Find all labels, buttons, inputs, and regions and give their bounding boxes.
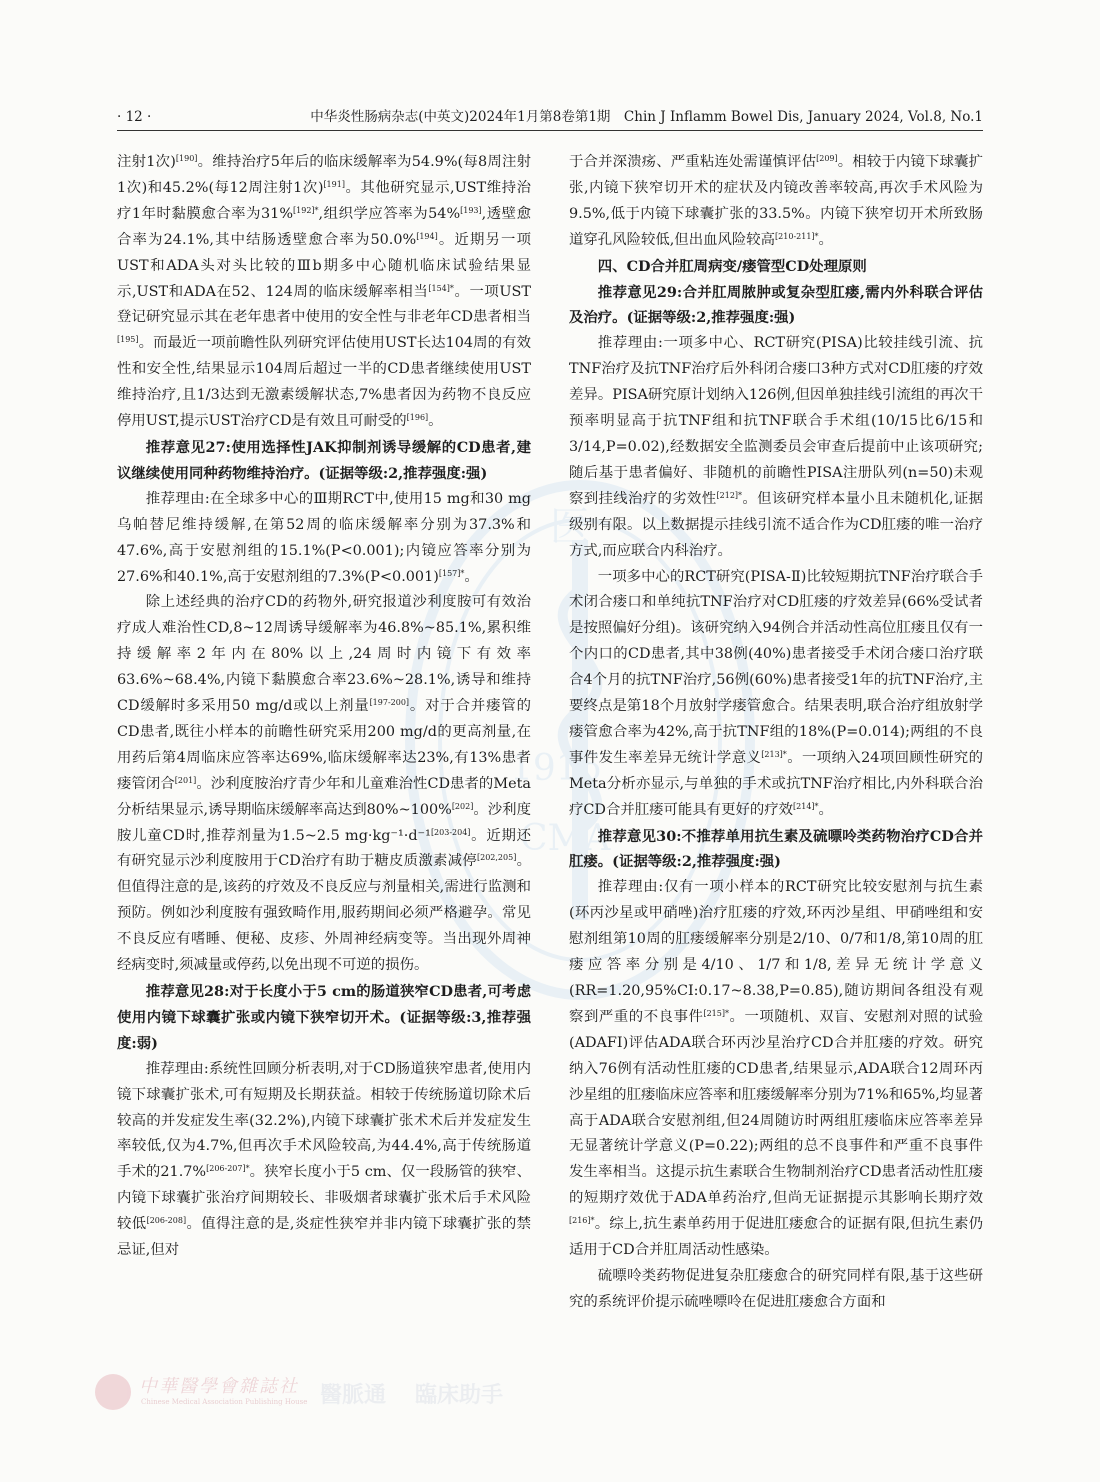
watermark-text-year: 1916 xyxy=(510,748,602,789)
publisher-name-cn: 中華醫學會雜誌社 xyxy=(139,1376,299,1397)
publisher-seal-icon xyxy=(95,1374,131,1410)
paragraph: 推荐理由:一项多中心、RCT研究(PISA)比较挂线引流、抗TNF治疗及抗TNF治疗后外科闭合瘘口3种方式对CD肛瘘的疗效差异。PISA研究原计划纳入126例,但因单独挂线引流组的再次干预率明显高于抗TNF组和抗TNF联合手术组(10/15比6/15和3/14,P=0.02),经数据安全监测委员会审查后提前中止该项研究;随后基于患者偏好、非随机的前瞻性PISA注册队列(n=50)未观察到挂线治疗的劣效性$^{[212]*}$。但该研究样本量小且未随机化,证据级别有限。以上数据提示挂线引流不适合作为CD肛瘘的唯一治疗方式,而应联合内科治疗。 xyxy=(569,335,983,559)
right-column xyxy=(569,150,983,1316)
recommendation-29: 推荐意见29:合并肛周脓肿或复杂型肛瘘,需内外科联合评估及治疗。(证据等级:2,推荐强度:强) xyxy=(569,283,983,327)
running-header xyxy=(117,104,983,131)
section-heading: 四、CD合并肛周病变/瘘管型CD处理原则 xyxy=(597,257,867,275)
paragraph: 推荐理由:在全球多中心的Ⅲ期RCT中,使用15 mg和30 mg乌帕替尼维持缓解,在第52周的临床缓解率分别为37.3%和47.6%,高于安慰剂组的15.1%(P<0.001);内镜应答率分别为27.6%和40.1%,高于安慰剂组的7.3%(P<0.001)$^{[157]*}$。 xyxy=(117,490,531,585)
paragraph: 于合并深溃疡、严重粘连处需谨慎评估[209]。相较于内镜下球囊扩张,内镜下狭窄切开术的症状及内镜改善率较高,再次手术风险为9.5%,低于内镜下球囊扩张的33.5%。内镜下狭窄切开术所致肠道穿孔风险较低,但出血风险较高$^{[210-211]*}$。 xyxy=(569,154,983,248)
publisher-footer-logo xyxy=(95,1372,515,1418)
recommendation-28: 推荐意见28:对于长度小于5 cm的肠道狭窄CD患者,可考虑使用内镜下球囊扩张或内镜下狭窄切开术。(证据等级:3,推荐强度:弱) xyxy=(117,983,531,1052)
recommendation-27: 推荐意见27:使用选择性JAK抑制剂诱导缓解的CD患者,建议继续使用同种药物维持治疗。(证据等级:2,推荐强度:强) xyxy=(117,438,531,482)
left-column xyxy=(117,150,531,1264)
recommendation-30: 推荐意见30:不推荐单用抗生素及硫嘌呤类药物治疗CD合并肛瘘。(证据等级:2,推荐强度:强) xyxy=(569,827,983,871)
paragraph: 除上述经典的治疗CD的药物外,研究报道沙利度胺可有效治疗成人难治性CD,8~12周诱导缓解率为46.8%~85.1%,累积维持缓解率2年内在80%以上,24周时内镜下有效率63.6%~68.4%,内镜下黏膜愈合率23.6%~28.1%,诱导和维持CD缓解时多采用50 mg/d或以上剂量[197-200]。对于合并瘘管的CD患者,既往小样本的前瞻性研究采用200 mg/d的更高剂量,在用药后第4周临床应答率达69%,临床缓解率达23%,有13%患者瘘管闭合[201]。沙利度胺治疗青少年和儿童难治性CD患者的Meta分析结果显示,诱导期临床缓解率高达到80%~100%[202]。沙利度胺儿童CD时,推荐剂量为1.5~2.5 mg·kg⁻¹·d⁻¹[203-204]。近期还有研究显示沙利度胺用于CD治疗有助于糖皮质激素减停[202,205]。但值得注意的是,该药的疗效及不良反应与剂量相关,需进行监测和预防。例如沙利度胺有强致畸作用,服药期间必须严格避孕。常见不良反应有嗜睡、便秘、皮疹、外周神经病变等。当出现外周神经病变时,须减量或停药,以免出现不可逆的损伤。 xyxy=(117,594,531,974)
paragraph: 注射1次)[190]。维持治疗5年后的临床缓解率为54.9%(每8周注射1次)和45.2%(每12周注射1次)[191]。其他研究显示,UST维持治疗1年时黏膜愈合率为31%$^{[192]*}$,组织学应答率为54%[193],透壁愈合率为24.1%,其中结肠透壁愈合率为50.0%[194]。近期另一项UST和ADA头对头比较的Ⅲb期多中心随机临床试验结果显示,UST和ADA在52、124周的临床缓解率相当$^{[154]*}$。一项UST登记研究显示其在老年患者中使用的安全性与非老年CD患者相当[195]。而最近一项前瞻性队列研究评估使用UST长达104周的有效性和安全性,结果显示104周后超过一半的CD患者继续使用UST维持治疗,且1/3达到无激素缓解状态,7%患者因为药物不良反应停用UST,提示UST治疗CD是有效且可耐受的[196]。 xyxy=(117,154,531,430)
paragraph: 硫嘌呤类药物促进复杂肛瘘愈合的研究同样有限,基于这些研究的系统评价提示硫唑嘌呤在促进肛瘘愈合方面和 xyxy=(569,1267,983,1310)
page-number: · 12 · xyxy=(117,109,152,125)
brand-logo: 醫脈通 xyxy=(320,1382,387,1408)
paragraph: 推荐理由:仅有一项小样本的RCT研究比较安慰剂与抗生素(环丙沙星或甲硝唑)治疗肛瘘的疗效,环丙沙星组、甲硝唑组和安慰剂组第10周的肛瘘缓解率分别是2/10、0/7和1/8,第10周的肛瘘应答率分别是4/10、1/7和1/8,差异无统计学意义(RR=1.20,95%CI:0.17~8.38,P=0.85),随访期间各组没有观察到严重的不良事件$^{[215]*}$。一项随机、双盲、安慰剂对照的试验(ADAFI)评估ADA联合环丙沙星治疗CD合并肛瘘的疗效。研究纳入76例有活动性肛瘘的CD患者,结果显示,ADA联合12周环丙沙星组的肛瘘临床应答率和肛瘘缓解率分别为71%和65%,均显著高于ADA联合安慰剂组,但24周随访时两组肛瘘临床应答率差异无显著统计学意义(P=0.22);两组的总不良事件和严重不良事件发生率相当。这提示抗生素联合生物制剂治疗CD患者活动性肛瘘的短期疗效优于ADA单药治疗,但尚无证据提示其影响长期疗效$^{[216]*}$。综上,抗生素单药用于促进肛瘘愈合的证据有限,但抗生素仍适用于CD合并肛周活动性感染。 xyxy=(569,879,983,1259)
journal-citation: 中华炎性肠病杂志(中英文)2024年1月第8卷第1期 Chin J Inflamm Bowel Dis, January 2024, Vol.8, No.1 xyxy=(310,109,983,125)
publisher-name-en: Chinese Medical Association Publishing House xyxy=(141,1398,308,1406)
watermark-text-side: CMA xyxy=(520,818,611,859)
paragraph: 一项多中心的RCT研究(PISA-Ⅱ)比较短期抗TNF治疗联合手术闭合瘘口和单纯抗TNF治疗对CD肛瘘的疗效差异(66%受试者是按照偏好分组)。该研究纳入94例合并活动性高位肛瘘且仅有一个内口的CD患者,其中38例(40%)患者接受手术闭合瘘口治疗联合4个月的抗TNF治疗,56例(60%)患者接受1年的抗TNF治疗,主要终点是第18个月放射学瘘管愈合。结果表明,联合治疗组放射学瘘管愈合率为42%,高于抗TNF组的18%(P=0.014);两组的不良事件发生率差异无统计学意义$^{[213]*}$。一项纳入24项回顾性研究的Meta分析亦显示,与单独的手术或抗TNF治疗相比,内外科联合治疗CD合并肛瘘可能具有更好的疗效$^{[214]*}$。 xyxy=(569,568,983,818)
watermark-text-top: 医 xyxy=(550,504,590,550)
brand-logo: 臨床助手 xyxy=(415,1382,504,1408)
paragraph: 推荐理由:系统性回顾分析表明,对于CD肠道狭窄患者,使用内镜下球囊扩张术,可有短期及长期获益。相较于传统肠道切除术后较高的并发症发生率(32.2%),内镜下球囊扩张术术后并发症发生率较低,仅为4.7%,但再次手术风险较高,为44.4%,高于传统肠道手术的21.7%$^{[206-207]*}$。狭窄长度小于5 cm、仅一段肠管的狭窄、内镜下球囊扩张治疗间期较长、非吸烟者球囊扩张术后手术风险较低[206-208]。值得注意的是,炎症性狭窄并非内镜下球囊扩张的禁忌证,但对 xyxy=(117,1060,532,1259)
